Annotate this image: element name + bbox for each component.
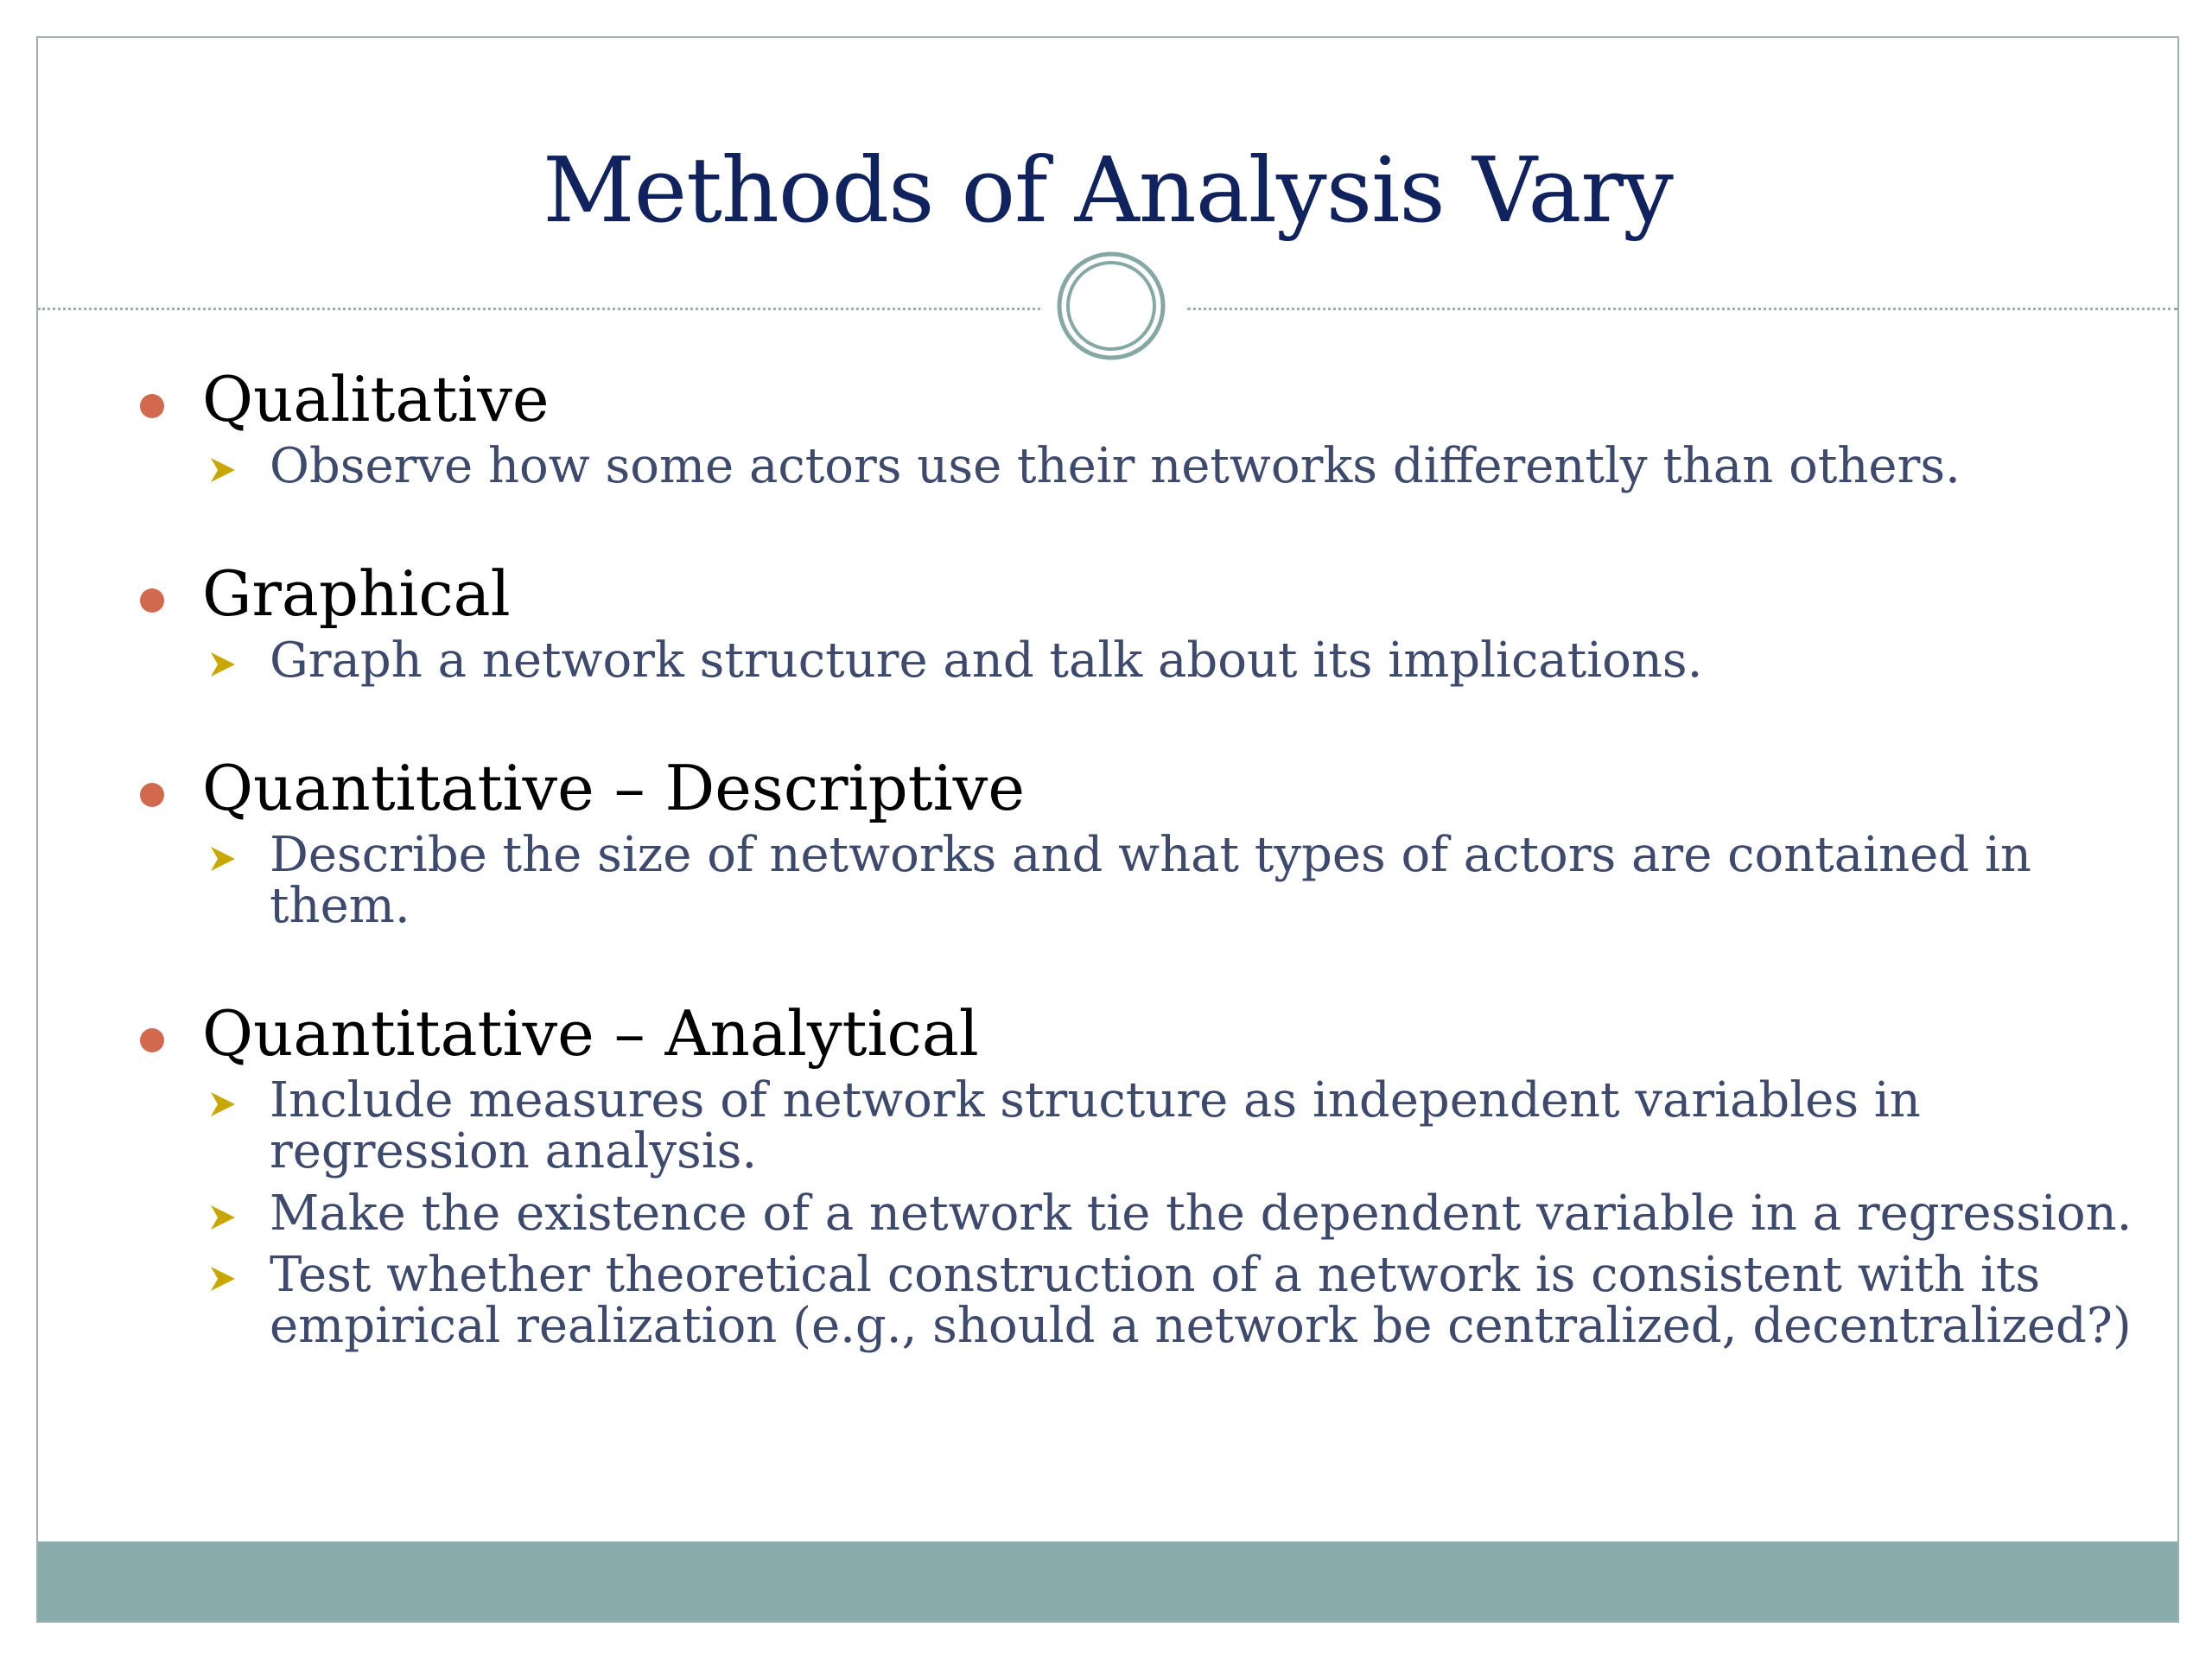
title-divider-left <box>38 308 1040 310</box>
slide <box>36 36 2179 1623</box>
sub-bullet-text: Describe the size of networks and what types of actors are contained in them. <box>270 826 2031 934</box>
footer-band <box>38 1541 2177 1621</box>
sub-bullet-item <box>202 1185 2138 1249</box>
sub-bullet-item <box>202 1246 2138 1363</box>
bullet-dot-icon <box>140 588 164 613</box>
slide-title: Methods of Analysis Vary <box>543 137 1673 243</box>
sub-bullet-item <box>202 632 2138 696</box>
arrow-bullet-icon <box>206 453 240 487</box>
bullet-item <box>99 994 2138 1362</box>
bullet-dot-icon <box>140 1028 164 1052</box>
sub-bullet-item <box>202 1071 2138 1188</box>
sub-bullet-item <box>202 437 2138 502</box>
bullet-label: Graphical <box>202 556 511 630</box>
sub-bullet-text: Make the existence of a network tie the dependent variable in a regression. <box>270 1185 2133 1242</box>
arrow-bullet-icon <box>206 1200 240 1235</box>
ring-icon <box>1056 251 1166 361</box>
arrow-bullet-icon <box>206 1087 240 1122</box>
bullet-label: Quantitative – Analytical <box>202 997 979 1071</box>
arrow-bullet-icon <box>206 1262 240 1296</box>
bullet-dot-icon <box>140 394 164 418</box>
bullet-item <box>99 359 2138 502</box>
bullet-list <box>99 359 2138 1363</box>
bullet-item <box>99 554 2138 696</box>
sub-bullet-item <box>202 826 2138 943</box>
sub-bullet-text: Observe how some actors use their networks differently than others. <box>270 437 1961 494</box>
sub-bullet-text: Test whether theoretical construction of a network is consistent with its empirical realization (e.g., should a network be centralized, decentralized?) <box>270 1246 2132 1355</box>
bullet-label: Qualitative <box>202 363 550 435</box>
bullet-item <box>99 748 2138 942</box>
bullet-label: Quantitative – Descriptive <box>202 751 1025 824</box>
arrow-bullet-icon <box>206 647 240 682</box>
bullet-dot-icon <box>140 783 164 807</box>
title-divider-right <box>1187 308 2177 310</box>
sub-bullet-text: Include measures of network structure as independent variables in regression analysis. <box>270 1071 1921 1180</box>
sub-bullet-text: Graph a network structure and talk about its implications. <box>270 632 1703 689</box>
arrow-bullet-icon <box>206 842 240 876</box>
